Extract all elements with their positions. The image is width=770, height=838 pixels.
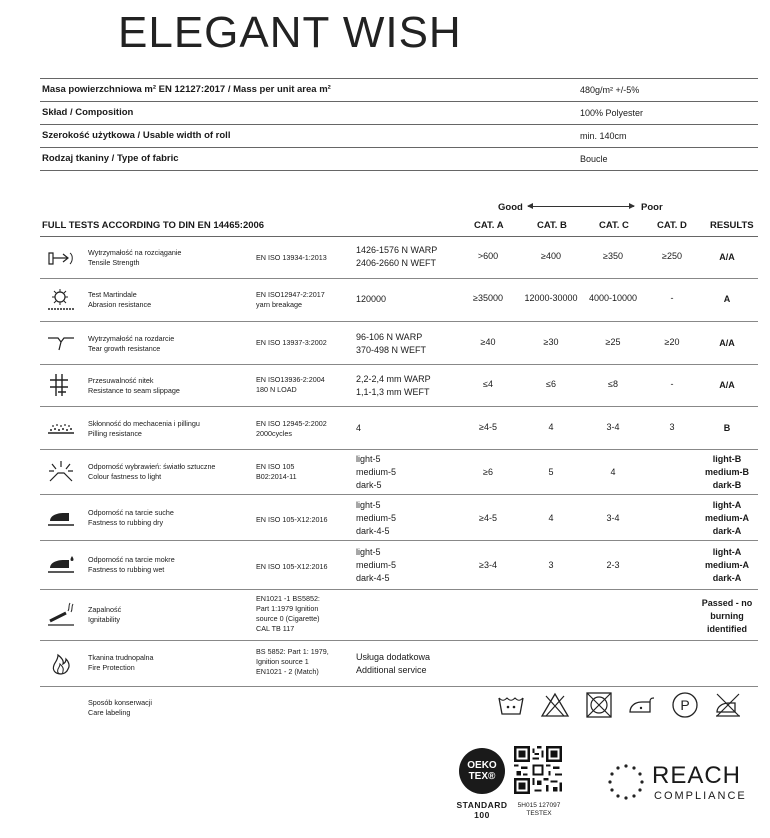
test-name: Przesuwalność nitek Resistance to seam slippage bbox=[88, 376, 180, 395]
test-name: Wytrzymałość na rozciąganie Tensile Strength bbox=[88, 248, 182, 267]
spec-label: Skład / Composition bbox=[42, 107, 134, 118]
table-row bbox=[40, 590, 758, 641]
table-row bbox=[40, 407, 758, 450]
table-row bbox=[40, 279, 758, 322]
spec-label: Masa powierzchniowa m² EN 12127:2017 / Mass per unit area m² bbox=[42, 84, 331, 95]
result-value: B bbox=[723, 423, 731, 433]
table-row bbox=[40, 495, 758, 541]
spec-row bbox=[40, 102, 758, 125]
test-standard: EN ISO 13934-1:2013 bbox=[256, 253, 327, 262]
table-row bbox=[40, 237, 758, 279]
result-value: Passed - no burning identified bbox=[701, 598, 753, 634]
spec-row bbox=[40, 148, 758, 171]
test-value: Usługa dodatkowa Additional service bbox=[356, 652, 431, 675]
test-name: Odporność wybrawień: światło sztuczne Colour fastness to light bbox=[88, 462, 216, 481]
table-row bbox=[40, 541, 758, 590]
tear-growth-icon bbox=[46, 330, 76, 356]
cat-c-value: 4000-10000 bbox=[588, 293, 638, 303]
test-name: Tkanina trudnopalna Fire Protection bbox=[88, 653, 154, 672]
test-standard: EN ISO 12945-2:2002 2000cycles bbox=[256, 419, 327, 438]
cat-a-value: >600 bbox=[477, 251, 499, 261]
spec-value: 480g/m² +/-5% bbox=[580, 85, 640, 95]
test-name: Skłonność do mechacenia i pillingu Pilling resistance bbox=[88, 419, 200, 438]
test-value: 120000 bbox=[356, 294, 387, 304]
spec-label: Szerokość użytkowa / Usable width of roll bbox=[42, 130, 231, 141]
result-value: A/A bbox=[719, 252, 735, 262]
wash-30-icon bbox=[496, 690, 526, 720]
cat-b-value: 12000-30000 bbox=[524, 293, 578, 303]
cat-a-value: ≥40 bbox=[480, 337, 496, 347]
cat-b-value: 4 bbox=[548, 422, 554, 432]
spec-value: min. 140cm bbox=[580, 131, 627, 141]
result-value: light-B medium-B dark-B bbox=[704, 454, 749, 490]
test-value: light-5 medium-5 dark-5 bbox=[356, 454, 397, 490]
cat-c-value: ≥25 bbox=[605, 337, 621, 347]
test-name: Odporność na tarcie suche Fastness to rubbing dry bbox=[88, 508, 174, 527]
cat-b-value: 4 bbox=[548, 513, 554, 523]
light-fastness-icon bbox=[46, 459, 76, 485]
test-standard: EN ISO12947-2:2017 yarn breakage bbox=[256, 290, 325, 309]
test-value: light-5 medium-5 dark-4-5 bbox=[356, 547, 397, 583]
cat-a-value: ≥4-5 bbox=[479, 513, 497, 523]
cat-c-value: 4 bbox=[610, 467, 616, 477]
result-value: A/A bbox=[719, 380, 735, 390]
test-name: Odporność na tarcie mokre Fastness to rubbing wet bbox=[88, 555, 175, 574]
qr-code bbox=[514, 746, 562, 794]
cat-a-value: ≥35000 bbox=[473, 293, 503, 303]
test-value: 96-106 N WARP 370-498 N WEFT bbox=[356, 332, 427, 355]
product-title: ELEGANT WISH bbox=[118, 8, 462, 57]
rubbing-wet-icon bbox=[46, 552, 76, 578]
cat-d-value: - bbox=[670, 293, 674, 303]
test-value: 4 bbox=[356, 423, 362, 433]
cat-b-value: 5 bbox=[548, 467, 554, 477]
cat-c-value: ≤8 bbox=[608, 379, 618, 389]
spec-value: Boucle bbox=[580, 154, 608, 164]
pilling-icon bbox=[46, 415, 76, 441]
cigarette-icon bbox=[46, 601, 76, 627]
cat-b-value: ≥30 bbox=[543, 337, 559, 347]
cat-b-value: ≤6 bbox=[546, 379, 556, 389]
no-bleach-icon bbox=[540, 690, 570, 720]
cat-c-value: ≥350 bbox=[603, 251, 623, 261]
svg-text:P: P bbox=[680, 697, 690, 713]
result-value: light-A medium-A dark-A bbox=[704, 500, 749, 536]
cat-c-value: 3-4 bbox=[606, 422, 620, 432]
test-value: 2,2-2,4 mm WARP 1,1-1,3 mm WEFT bbox=[356, 374, 431, 397]
cat-b-header: CAT. B bbox=[537, 220, 567, 231]
cat-a-value: ≤4 bbox=[483, 379, 493, 389]
spec-row bbox=[40, 79, 758, 102]
tensile-strength-icon bbox=[46, 245, 76, 271]
no-wet-clean-icon bbox=[713, 690, 743, 720]
table-row bbox=[40, 641, 758, 687]
scale-poor-label: Poor bbox=[641, 202, 663, 213]
cat-a-value: ≥4-5 bbox=[479, 422, 497, 432]
table-row bbox=[40, 365, 758, 407]
results-header: RESULTS bbox=[710, 220, 754, 231]
martindale-icon bbox=[46, 287, 76, 313]
test-value: light-5 medium-5 dark-4-5 bbox=[356, 500, 397, 536]
cat-c-value: 2-3 bbox=[606, 560, 620, 570]
table-row bbox=[40, 322, 758, 365]
test-name: Zapalność Ignitability bbox=[88, 605, 122, 624]
dry-clean-p-icon bbox=[670, 690, 700, 720]
result-value: A/A bbox=[719, 338, 735, 348]
cat-d-value: 3 bbox=[669, 422, 675, 432]
cat-d-value: ≥250 bbox=[662, 251, 682, 261]
cat-d-header: CAT. D bbox=[657, 220, 687, 231]
cat-a-value: ≥6 bbox=[483, 467, 493, 477]
spec-row bbox=[40, 125, 758, 148]
test-standard: EN ISO 105-X12:2016 bbox=[256, 562, 328, 571]
test-value: 1426-1576 N WARP 2406-2660 N WEFT bbox=[356, 245, 438, 268]
iron-low-icon bbox=[627, 690, 657, 720]
result-value: A bbox=[723, 294, 731, 304]
cat-b-value: ≥400 bbox=[541, 251, 561, 261]
test-standard: EN ISO 105-X12:2016 bbox=[256, 515, 328, 524]
flame-icon bbox=[46, 650, 76, 676]
spec-table bbox=[40, 78, 758, 171]
seam-slippage-icon bbox=[46, 372, 76, 398]
spec-value: 100% Polyester bbox=[580, 108, 644, 118]
test-name: Wytrzymałość na rozdarcie Tear growth resistance bbox=[88, 334, 175, 353]
cat-c-header: CAT. C bbox=[599, 220, 629, 231]
reach-stars-icon bbox=[606, 762, 646, 802]
scale-arrow bbox=[528, 206, 634, 207]
testex-code: 5H015 127097 TESTEX bbox=[517, 802, 561, 817]
no-tumble-dry-icon bbox=[584, 690, 614, 720]
tests-header: FULL TESTS ACCORDING TO DIN EN 14465:2006 bbox=[42, 220, 265, 231]
care-label: Sposób konserwacji Care labeling bbox=[88, 698, 152, 717]
test-standard: EN ISO 105 B02:2014-11 bbox=[256, 462, 297, 481]
test-standard: EN1021 -1 BS5852: Part 1:1979 Ignition source 0 (Cigarette) CAL TB 117 bbox=[256, 594, 320, 633]
cat-d-value: ≥20 bbox=[664, 337, 680, 347]
test-standard: BS 5852: Part 1: 1979, Ignition source 1 EN1021 - 2 (Match) bbox=[256, 647, 329, 676]
test-name: Test Martindale Abrasion resistance bbox=[88, 290, 152, 309]
cat-a-value: ≥3-4 bbox=[479, 560, 497, 570]
test-standard: EN ISO 13937-3:2002 bbox=[256, 338, 327, 347]
table-row bbox=[40, 450, 758, 495]
oeko-tex-logo: OEKO TEX® STANDARD 100 bbox=[452, 748, 512, 820]
scale-good-label: Good bbox=[498, 202, 523, 213]
result-value: light-A medium-A dark-A bbox=[704, 547, 749, 583]
cat-c-value: 3-4 bbox=[606, 513, 620, 523]
spec-label: Rodzaj tkaniny / Type of fabric bbox=[42, 153, 179, 164]
test-standard: EN ISO13936-2:2004 180 N LOAD bbox=[256, 375, 325, 394]
cat-a-header: CAT. A bbox=[474, 220, 504, 231]
cat-d-value: - bbox=[670, 379, 674, 389]
rubbing-dry-icon bbox=[46, 505, 76, 531]
cat-b-value: 3 bbox=[548, 560, 554, 570]
